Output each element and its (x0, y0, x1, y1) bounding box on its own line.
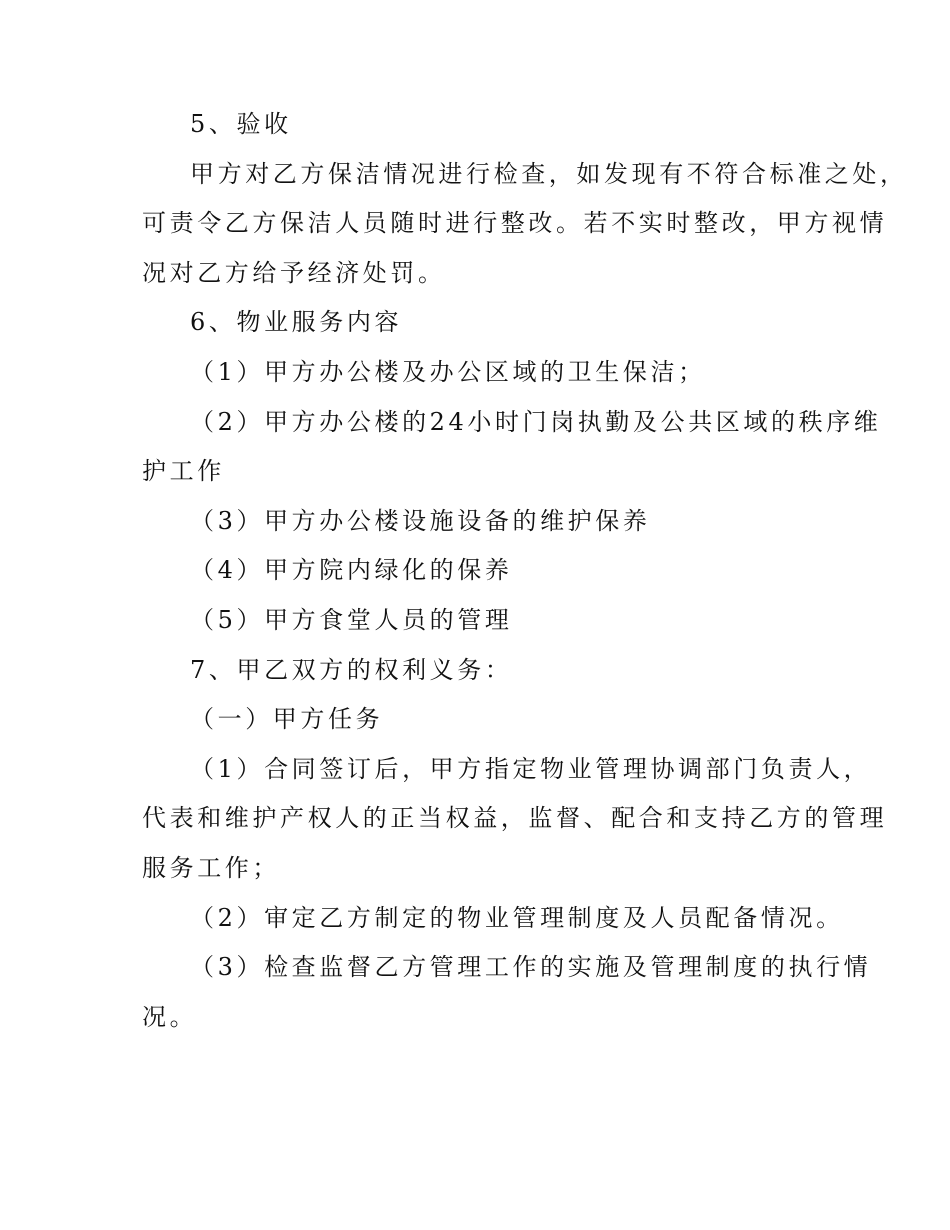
section-heading-acceptance: 5、验收 (190, 110, 292, 138)
paragraph-line: 代表和维护产权人的正当权益，监督、配合和支持乙方的管理 (142, 804, 888, 833)
paragraph-line: 况。 (142, 1002, 198, 1031)
paragraph-line: 服务工作； (142, 853, 280, 882)
list-item: （4）甲方院内绿化的保养 (190, 556, 513, 585)
list-item: （2）甲方办公楼的24小时门岗执勤及公共区域的秩序维 (190, 407, 882, 436)
section-heading-services: 6、物业服务内容 (190, 308, 403, 337)
list-item: （5）甲方食堂人员的管理 (190, 605, 513, 634)
document-body (142, 100, 908, 1042)
list-item: （1）甲方办公楼及办公区域的卫生保洁； (190, 357, 706, 386)
list-item: （1）合同签订后，甲方指定物业管理协调部门负责人， (190, 754, 872, 783)
paragraph-line: 可责令乙方保洁人员随时进行整改。若不实时整改，甲方视情 (142, 209, 888, 238)
list-item: （3）检查监督乙方管理工作的实施及管理制度的执行情 (190, 953, 872, 982)
subsection-heading: （一）甲方任务 (190, 705, 384, 734)
list-item: （2）审定乙方制定的物业管理制度及人员配备情况。 (190, 903, 844, 932)
paragraph-line: 护工作 (142, 457, 225, 486)
paragraph-line: 况对乙方给予经济处罚。 (142, 258, 446, 287)
section-heading-rights: 7、甲乙双方的权利义务： (190, 655, 513, 684)
paragraph-line: 甲方对乙方保洁情况进行检查，如发现有不符合标准之处， (190, 159, 908, 188)
list-item: （3）甲方办公楼设施设备的维护保养 (190, 506, 651, 535)
